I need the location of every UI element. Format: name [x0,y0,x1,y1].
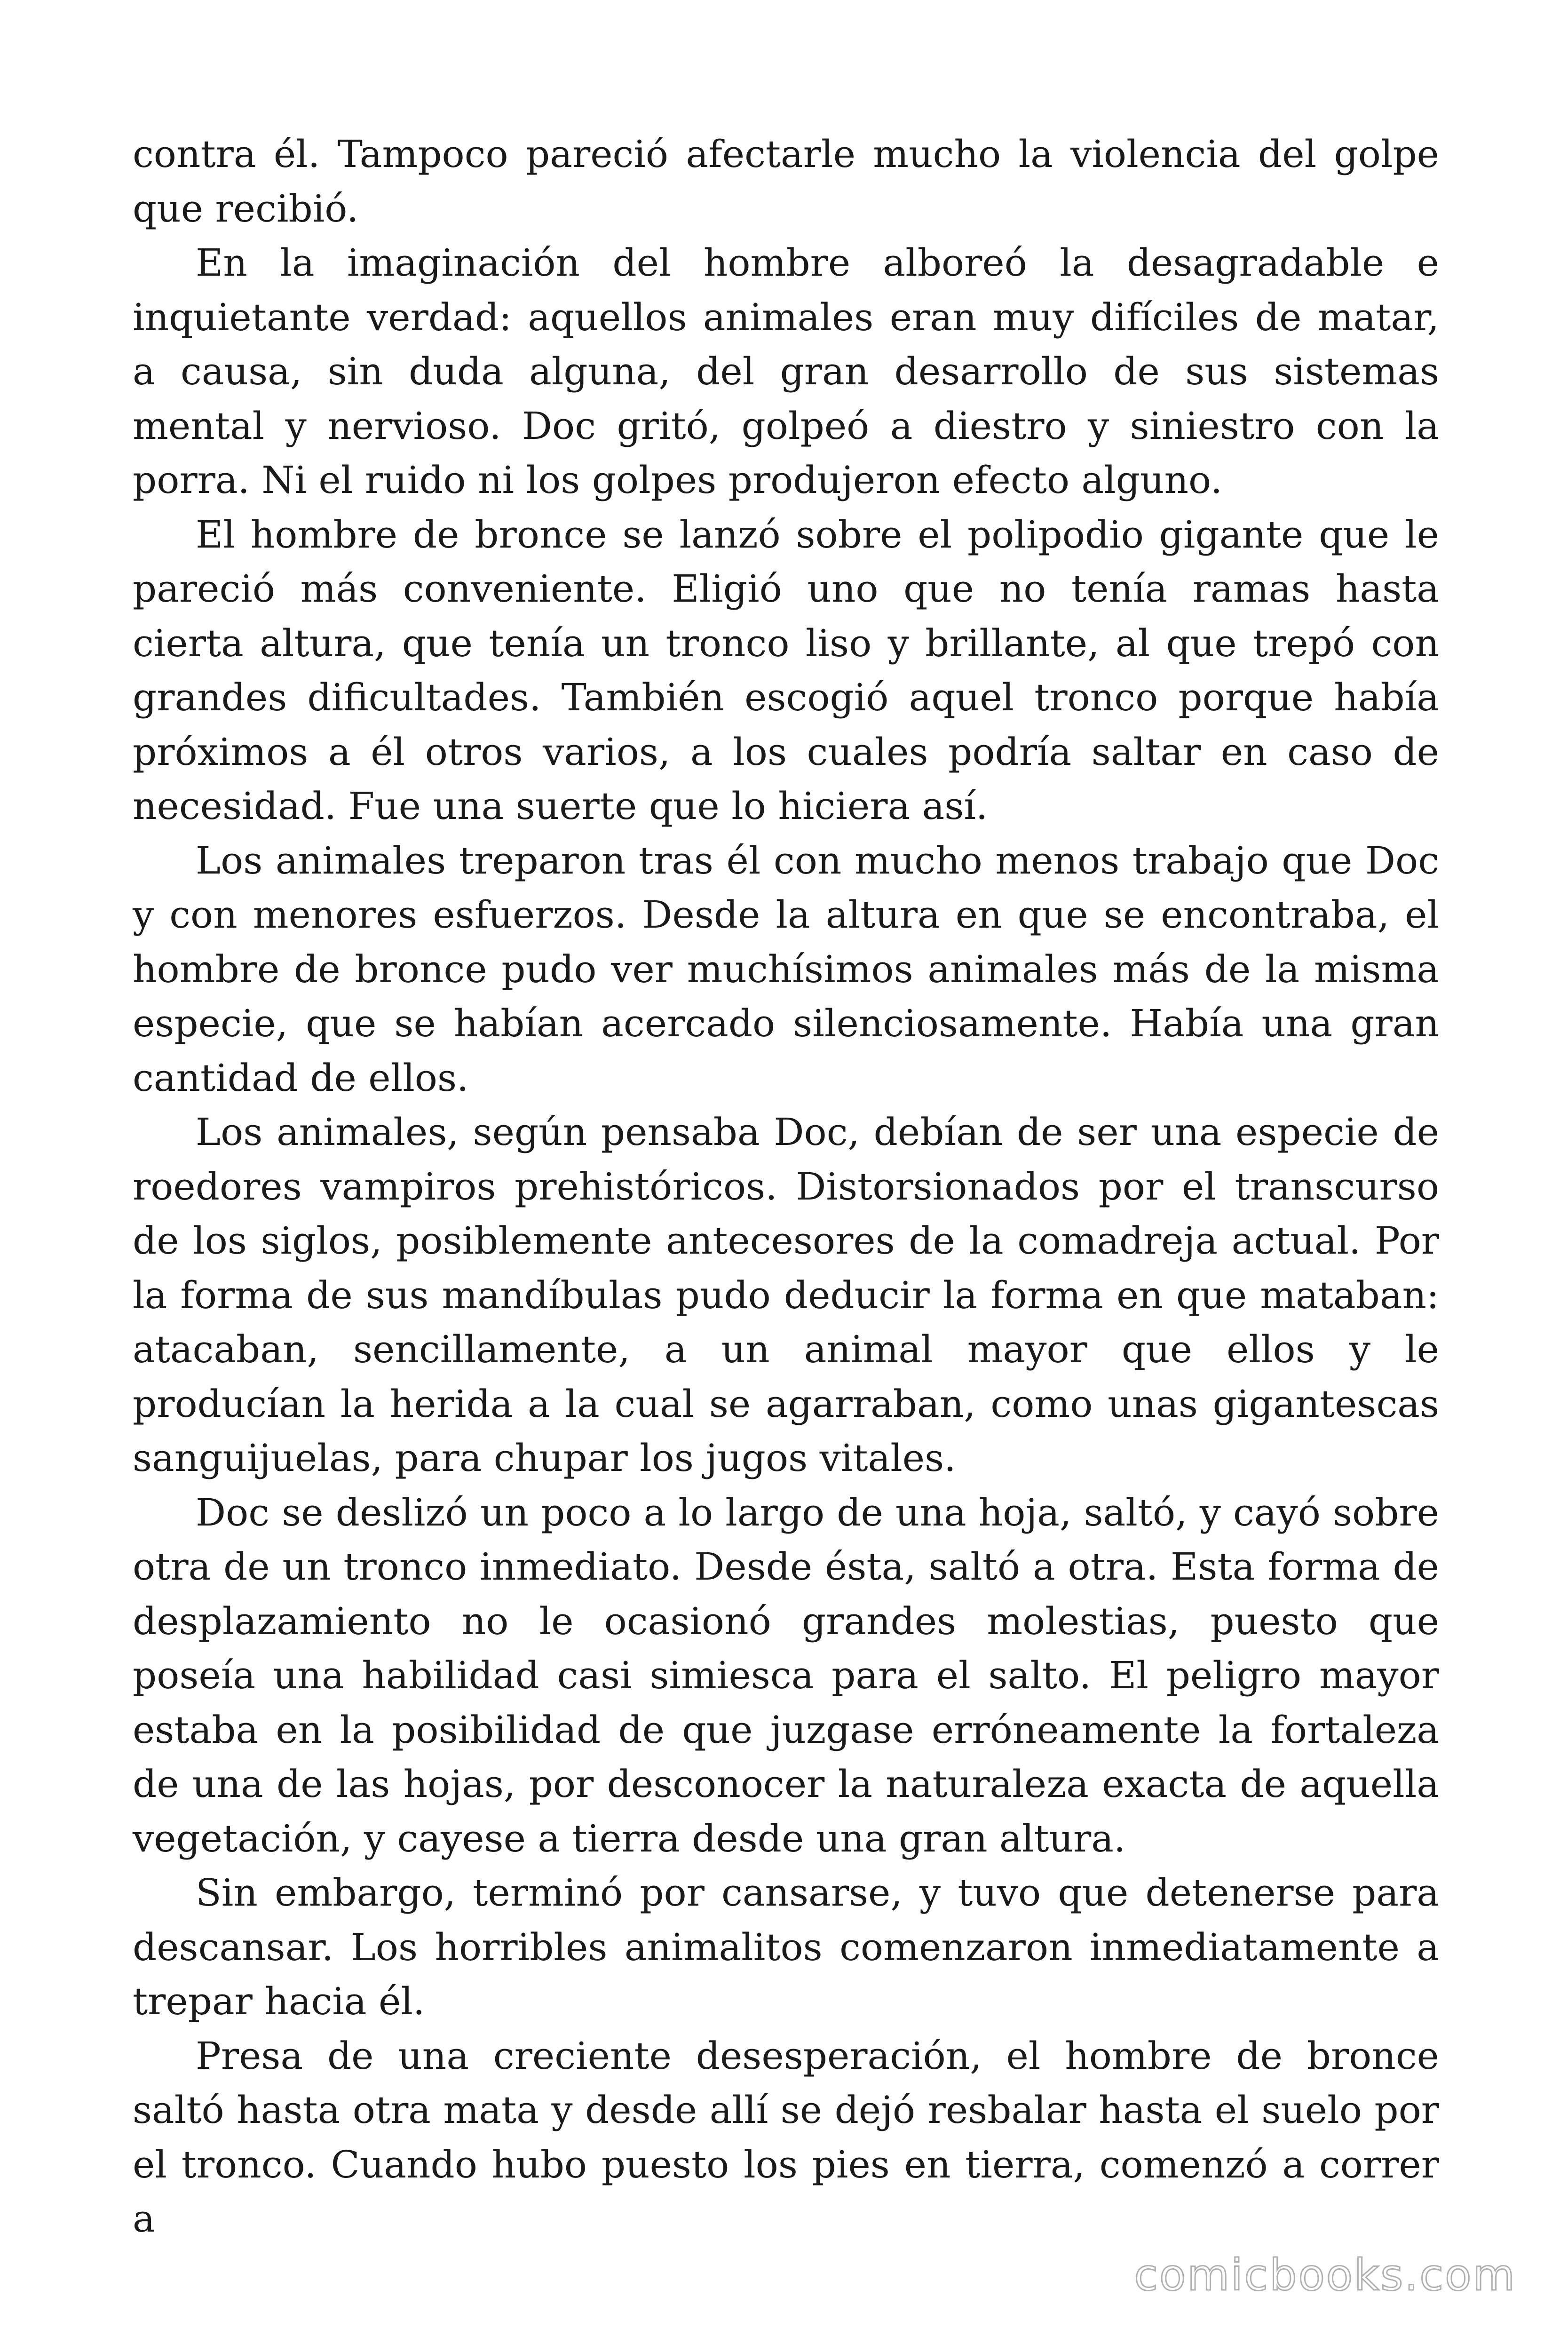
paragraph-3: El hombre de bronce se lanzó sobre el polipodio gigante que le pareció más conveniente. Eligió uno que no tenía ramas hasta cierta altura, que tenía un tronco liso y brillante, al que trepó con grandes dificultades. También escogió aquel tronco porque había próximos a él otros varios, a los cuales podría saltar en caso de necesidad. Fue una suerte que lo hiciera así. [133,512,1439,828]
paragraph-8: Presa de una creciente desesperación, el hombre de bronce saltó hasta otra mata y desde allí se dejó resbalar hasta el suelo por el tronco. Cuando hubo puesto los pies en tierra, comenzó a correr a [133,2034,1439,2241]
paragraph-7: Sin embargo, terminó por cansarse, y tuvo que detenerse para descansar. Los horribles animalitos comenzaron inmediatamente a trepar hacia él. [133,1871,1439,2023]
paragraph-5: Los animales, según pensaba Doc, debían de ser una especie de roedores vampiros prehistóricos. Distorsionados por el transcurso de los siglos, posiblemente antecesores de la comadreja actual. Por la forma de sus mandíbulas pudo deducir la forma en que mataban: atacaban, sencillamente, a un animal mayor que ellos y le producían la herida a la cual se agarraban, como unas gigantescas sanguijuelas, para chupar los jugos vitales. [133,1110,1439,1480]
paragraph-1: contra él. Tampoco pareció afectarle mucho la violencia del golpe que recibió. [133,132,1439,230]
watermark: comicbooks.com [1134,2250,1516,2300]
paragraph-6: Doc se deslizó un poco a lo largo de una hoja, saltó, y cayó sobre otra de un tronco inmediato. Desde ésta, saltó a otra. Esta forma de desplazamiento no le ocasionó grandes molestias, puesto que poseía una habilidad casi simiesca para el salto. El peligro mayor estaba en la posibilidad de que juzgase erróneamente la fortaleza de una de las hojas, por desconocer la naturaleza exacta de aquella vegetación, y cayese a tierra desde una gran altura. [133,1490,1439,1860]
paragraph-4: Los animales treparon tras él con mucho menos trabajo que Doc y con menores esfuerzos. Desde la altura en que se encontraba, el hombre de bronce pudo ver muchísimos animales más de la misma especie, que se habían acercado silenciosamente. Había una gran cantidad de ellos. [133,838,1439,1100]
paragraph-2: En la imaginación del hombre alboreó la desagradable e inquietante verdad: aquellos animales eran muy difíciles de matar, a causa, sin duda alguna, del gran desarrollo de sus sistemas mental y nervioso. Doc gritó, golpeó a diestro y siniestro con la porra. Ni el ruido ni los golpes produjeron efecto alguno. [133,241,1439,502]
body-text [133,127,1439,2246]
